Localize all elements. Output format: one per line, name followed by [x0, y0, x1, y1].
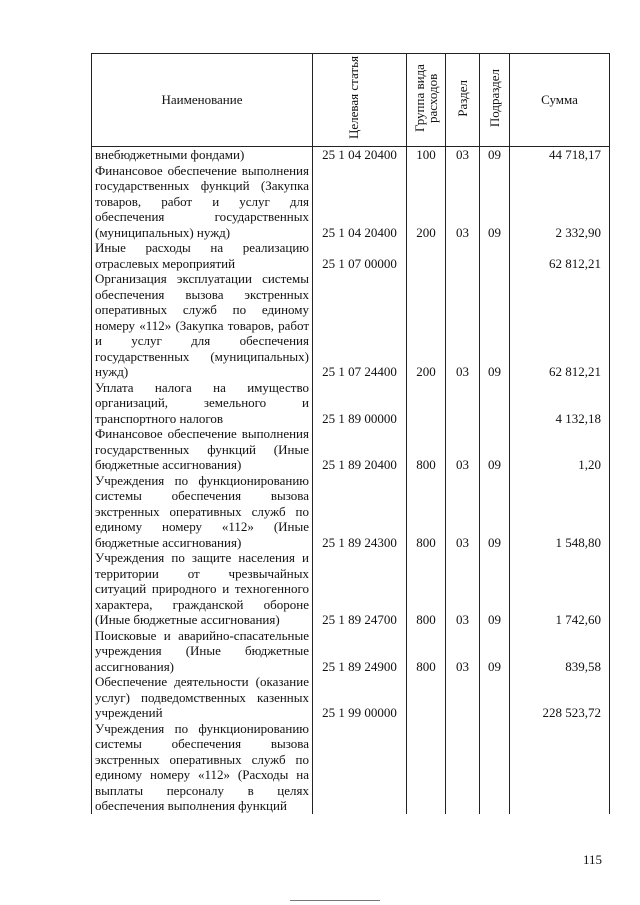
- cell-sum: 4 132,18: [510, 380, 610, 427]
- cell-article: 25 1 89 24300: [313, 473, 407, 551]
- cell-name: Учреждения по функционированию системы обеспечения вызова экстренных оперативных служб по единому номеру «112» (Иные бюджетные ассигнования): [92, 473, 313, 551]
- table-row: [92, 147, 610, 163]
- cell-group: 100: [407, 147, 446, 163]
- cell-group: [407, 721, 446, 814]
- cell-name: Финансовое обеспечение выполнения государственных функций (Иные бюджетные ассигнования): [92, 426, 313, 473]
- cell-article: 25 1 07 24400: [313, 271, 407, 380]
- cell-article: 25 1 89 24700: [313, 550, 407, 628]
- cell-name: Поисковые и аварийно-спасательные учреждения (Иные бюджетные ассигнования): [92, 628, 313, 675]
- cell-section: 03: [446, 550, 480, 628]
- cell-article: 25 1 99 00000: [313, 674, 407, 721]
- cell-sum: 1 548,80: [510, 473, 610, 551]
- cell-article: [313, 721, 407, 814]
- cell-name: Обеспечение деятельности (оказание услуг) подведомственных казенных учреждений: [92, 674, 313, 721]
- cell-subsection: [480, 380, 510, 427]
- cell-group: 800: [407, 426, 446, 473]
- cell-subsection: [480, 674, 510, 721]
- table-row: [92, 380, 610, 427]
- cell-name: Организация эксплуатации системы обеспечения вызова экстренных оперативных служб по единому номеру «112» (Закупка товаров, работ и услуг для обеспечения государственных (муниципальных) нужд): [92, 271, 313, 380]
- cell-article: 25 1 89 20400: [313, 426, 407, 473]
- budget-table: [91, 53, 610, 814]
- cell-subsection: [480, 721, 510, 814]
- cell-section: 03: [446, 163, 480, 241]
- cell-group: 800: [407, 473, 446, 551]
- cell-name: Финансовое обеспечение выполнения государственных функций (Закупка товаров, работ и услуг для обеспечения государственных (муниципальных) нужд): [92, 163, 313, 241]
- cell-sum: 1,20: [510, 426, 610, 473]
- cell-name: Учреждения по функционированию системы обеспечения вызова экстренных оперативных служб по единому номеру «112» (Расходы на выплаты персоналу в целях обеспечения выполнения функций: [92, 721, 313, 814]
- cell-group: 200: [407, 163, 446, 241]
- cell-subsection: 09: [480, 426, 510, 473]
- cell-subsection: 09: [480, 163, 510, 241]
- cell-name: Иные расходы на реализацию отраслевых мероприятий: [92, 240, 313, 271]
- header-article: Целевая статья: [313, 54, 407, 147]
- page-number: 115: [583, 852, 603, 867]
- cell-sum: 228 523,72: [510, 674, 610, 721]
- cell-subsection: 09: [480, 147, 510, 163]
- cell-section: [446, 380, 480, 427]
- cell-sum: 44 718,17: [510, 147, 610, 163]
- cell-group: 200: [407, 271, 446, 380]
- table-body: [92, 147, 610, 814]
- table-row: [92, 426, 610, 473]
- cell-section: 03: [446, 271, 480, 380]
- table-row: [92, 674, 610, 721]
- cell-sum: 2 332,90: [510, 163, 610, 241]
- cell-section: 03: [446, 473, 480, 551]
- cell-article: 25 1 04 20400: [313, 147, 407, 163]
- cell-group: [407, 674, 446, 721]
- cell-section: 03: [446, 147, 480, 163]
- table-row: [92, 271, 610, 380]
- header-subsection: Подраздел: [480, 54, 510, 147]
- table-header-row: [92, 54, 610, 147]
- cell-sum: 839,58: [510, 628, 610, 675]
- cell-subsection: 09: [480, 271, 510, 380]
- cell-name: внебюджетными фондами): [92, 147, 313, 163]
- footer-divider: [290, 900, 380, 901]
- cell-sum: [510, 721, 610, 814]
- cell-sum: 62 812,21: [510, 240, 610, 271]
- cell-article: 25 1 07 00000: [313, 240, 407, 271]
- cell-subsection: 09: [480, 628, 510, 675]
- cell-section: [446, 240, 480, 271]
- cell-sum: 62 812,21: [510, 271, 610, 380]
- cell-section: [446, 674, 480, 721]
- cell-group: [407, 380, 446, 427]
- cell-section: 03: [446, 628, 480, 675]
- cell-group: [407, 240, 446, 271]
- cell-name: Уплата налога на имущество организаций, земельного и транспортного налогов: [92, 380, 313, 427]
- cell-subsection: 09: [480, 473, 510, 551]
- cell-section: [446, 721, 480, 814]
- table-row: [92, 721, 610, 814]
- table-row: [92, 473, 610, 551]
- header-group: Группа вида расходов: [407, 54, 446, 147]
- cell-group: 800: [407, 628, 446, 675]
- cell-name: Учреждения по защите населения и территории от чрезвычайных ситуаций природного и техногенного характера, гражданской обороне (Иные бюджетные ассигнования): [92, 550, 313, 628]
- cell-section: 03: [446, 426, 480, 473]
- table-row: [92, 240, 610, 271]
- header-sum: Сумма: [510, 54, 610, 147]
- cell-article: 25 1 89 24900: [313, 628, 407, 675]
- header-name: Наименование: [92, 54, 313, 147]
- header-section: Раздел: [446, 54, 480, 147]
- cell-group: 800: [407, 550, 446, 628]
- cell-sum: 1 742,60: [510, 550, 610, 628]
- cell-subsection: 09: [480, 550, 510, 628]
- cell-subsection: [480, 240, 510, 271]
- cell-article: 25 1 89 00000: [313, 380, 407, 427]
- table-row: [92, 163, 610, 241]
- table-row: [92, 628, 610, 675]
- cell-article: 25 1 04 20400: [313, 163, 407, 241]
- table-row: [92, 550, 610, 628]
